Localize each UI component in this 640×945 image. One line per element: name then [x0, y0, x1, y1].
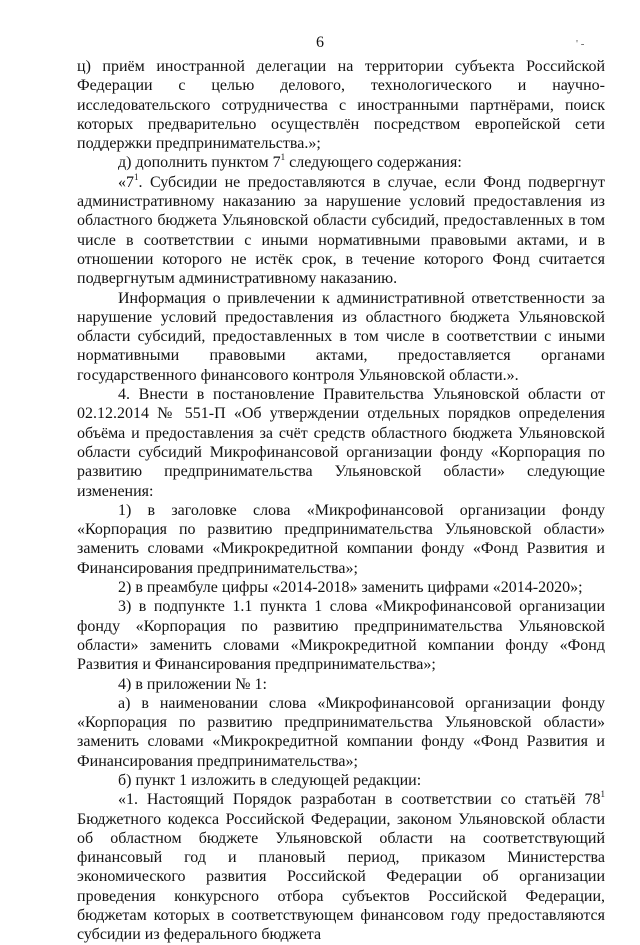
paragraph-item-d [77, 153, 605, 172]
paragraph-text: следующего содержания: [285, 154, 462, 172]
paragraph-subitem-4: 4) в приложении № 1: [118, 675, 267, 693]
paragraph-text: Бюджетного кодекса Российской Федерации, законом Ульяновской области об областном бюджете Ульяновской области на соответствующий финансовый год и плановый период, приказом Министерства экономического развития Российской Федерации об организации проведения конкурсного отбора субъектов Российской Федерации, бюджетам которых в соответствующем финансовом году предоставляются субсидии из федерального бюджета [77, 810, 605, 944]
document-body [77, 57, 605, 945]
superscript: 1 [280, 152, 286, 163]
paragraph-subitem-a: а) в наименовании слова «Микрофинансовой организации фонду «Корпорация по развитию предпринимательства Ульяновской области» заменить словами «Микрокредитной компании фонду «Фонд Развития и Финансирования предпринимательства»; [77, 694, 605, 770]
paragraph-item-ts: ц) приём иностранной делегации на территории субъекта Российской Федерации с целью делового, технологического и научно-исследовательского сотрудничества с иностранными партнёрами, поиск которых предварительно осуществлён посредством европейской сети поддержки предпринимательства.»; [77, 58, 605, 153]
superscript: 1 [134, 171, 139, 182]
superscript: 1 [600, 789, 605, 800]
paragraph-text: д) дополнить пунктом 7 [118, 154, 281, 172]
page-number: 6 [316, 34, 324, 51]
paragraph-subitem-1: 1) в заголовке слова «Микрофинансовой организации фонду «Корпорация по развитию предпринимательства Ульяновской области» заменить словами «Микрокредитной компании фонду «Фонд Развития и Финансирования предпринимательства»; [77, 501, 605, 577]
corner-mark: ' - [576, 38, 585, 50]
paragraph-text: «7 [118, 173, 134, 191]
paragraph-subitem-3: 3) в подпункте 1.1 пункта 1 слова «Микрофинансовой организации фонду «Корпорация по развитию предпринимательства Ульяновской области» заменить словами «Микрокредитной компании фонду «Фонд Развития и Финансирования предпринимательства»; [77, 598, 605, 674]
paragraph-point-1-new [77, 790, 605, 944]
paragraph-information: Информация о привлечении к административной ответственности за нарушение условий предоставления из областного бюджета Ульяновской области субсидий, предоставленных в том числе в соответствии с иными нормативными правовыми актами, предоставляется органами государственного финансового контроля Ульяновской области.». [77, 289, 605, 384]
paragraph-point-7-1 [77, 173, 605, 289]
paragraph-subitem-b: б) пункт 1 изложить в следующей редакции: [118, 771, 422, 789]
paragraph-text: . Субсидии не предоставляются в случае, если Фонд подвергнут административному наказанию за нарушение условий предоставления из областного бюджета Ульяновской области субсидий, предоставленных в том числе в соответствии с иными нормативными правовыми актами, и в отношении которого не истёк срок, в течение которого Фонд считается подвергнутым административному наказанию. [77, 173, 605, 288]
paragraph-item-4: 4. Внести в постановление Правительства Ульяновской области от 02.12.2014 № 551-П «Об утверждении отдельных порядков определения объёма и предоставления за счёт средств областного бюджета Ульяновской области субсидий Микрофинансовой организации фонду «Корпорация по развитию предпринимательства Ульяновской области» следующие изменения: [77, 386, 605, 500]
paragraph-text: «1. Настоящий Порядок разработан в соответствии со статьёй 78 [118, 791, 601, 809]
paragraph-subitem-2: 2) в преамбуле цифры «2014-2018» заменить цифрами «2014-2020»; [118, 579, 583, 597]
